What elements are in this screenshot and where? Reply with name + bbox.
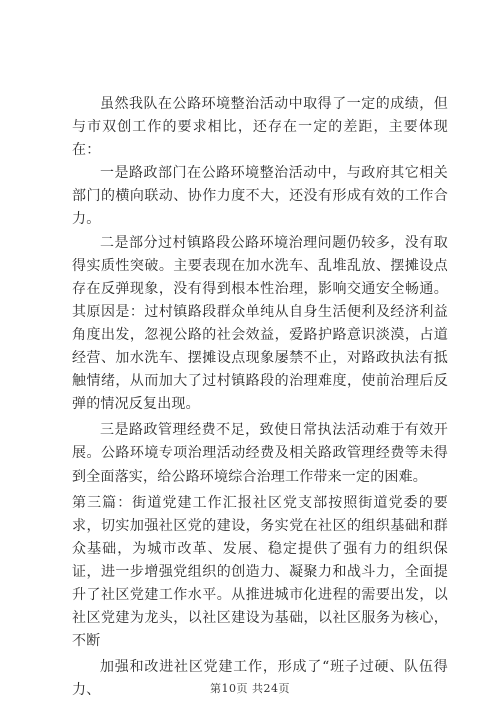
document-body xyxy=(72,93,448,702)
paragraph-issue-two: 二是部分过村镇路段公路环境治理问题仍较多，没有取得实质性突破。主要表现在加水洗车、乱堆乱放、摆摊设点存在反弹现象，没有得到根本性治理，影响交通安全畅通。其原因是：过村镇路段群众单纯从自身生活便利及经济利益角度出发，忽视公路的社会效益，爱路护路意识淡漠，占道经营、加水洗车、摆摊设点现象屡禁不止，对路政执法有抵触情绪，从而加大了过村镇路段的治理难度，使前治理后反弹的情况反复出现。 xyxy=(72,234,448,413)
paragraph-issue-one: 一是路政部门在公路环境整治活动中，与政府其它相关部门的横向联动、协作力度不大，还没有形成有效的工作合力。 xyxy=(72,165,448,228)
paragraph-summary: 虽然我队在公路环境整治活动中取得了一定的成绩，但与市双创工作的要求相比，还存在一定的差距，主要体现在： xyxy=(72,96,448,159)
paragraph-issue-three: 三是路政管理经费不足，致使日常执法活动难于有效开展。公路环境专项治理活动经费及相关路政管理经费等未得到全面落实，给公路环境综合治理工作带来一定的困难。 xyxy=(72,422,448,485)
paragraph-continuation: 加强和改进社区党建工作，形成了“班子过硬、队伍得力、 xyxy=(72,659,448,699)
page-footer: 第10页 共24页 xyxy=(210,682,290,695)
paragraph-section-three: 第三篇：街道党建工作汇报社区党支部按照街道党委的要求，切实加强社区党的建设，务实党在社区的组织基础和群众基础，为城市改革、发展、稳定提供了强有力的组织保证，进一步增强党组织的创造力、凝聚力和战斗力，全面提升了社区党建工作水平。从推进城市化进程的需要出发，以社区党建为龙头，以社区建设为基础，以社区服务为核心，不断 xyxy=(72,494,448,650)
